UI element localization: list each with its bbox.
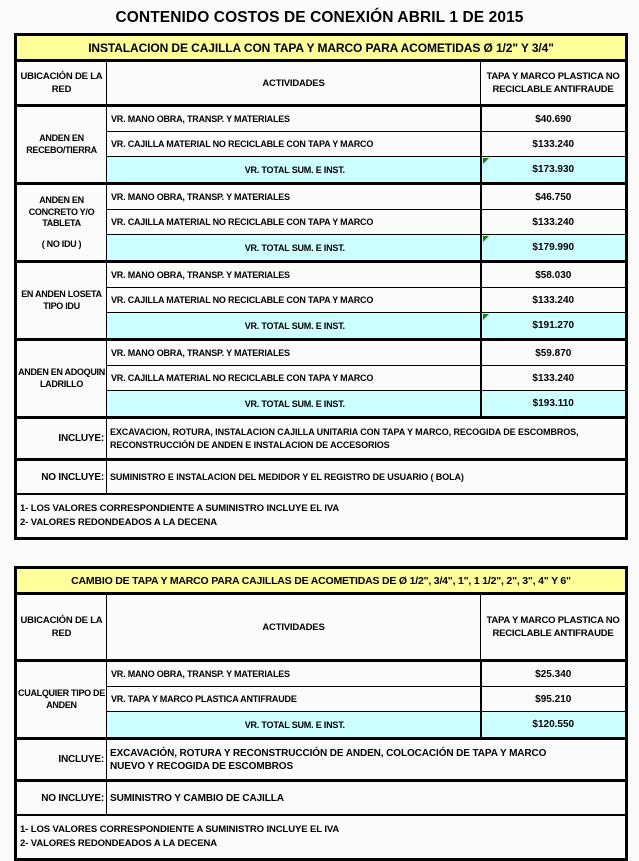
total-value: $179.990 [532,242,575,253]
table2-band-row [16,568,627,594]
incluye-content: EXCAVACIÓN, ROTURA Y RECONSTRUCCIÓN DE ANDEN, COLOCACIÓN DE TAPA Y MARCO NUEVO Y RECOGIDA DE ESCOMBROS [110,747,547,772]
activity-value: $133.240 [481,288,627,313]
installation-costs-table [14,33,628,540]
activity-label: VR. MANO OBRA, TRANSP. Y MATERIALES [107,184,481,210]
table-row [16,366,627,391]
column-header-valor: TAPA Y MARCO PLASTICA NO RECICLABLE ANTIFRAUDE [481,594,627,661]
total-row [16,712,627,739]
table2-band-title: CAMBIO DE TAPA Y MARCO PARA CAJILLAS DE ACOMETIDAS DE Ø 1/2", 3/4", 1", 1 1/2", 2", 3", 4" Y 6" [16,568,627,594]
page-title: CONTENIDO COSTOS DE CONEXIÓN ABRIL 1 DE 2015 [115,9,524,26]
activity-value: $46.750 [481,184,627,210]
no-incluye-label: NO INCLUYE: [16,460,107,495]
location-label: ANDEN EN CONCRETO Y/O TABLETA [28,195,95,228]
total-row [16,235,627,262]
footnotes-cell [16,815,627,860]
no-incluye-content-cell [107,460,627,495]
table1-band-row [16,35,627,61]
table-row [16,132,627,157]
activity-label: VR. MANO OBRA, TRANSP. Y MATERIALES [107,106,481,132]
total-value: $173.930 [532,164,575,175]
activity-label: VR. CAJILLA MATERIAL NO RECICLABLE CON TAPA Y MARCO [107,366,481,391]
incluye-content-cell [107,418,627,460]
no-incluye-content-cell [107,781,627,816]
footnote-1: 1- LOS VALORES CORRESPONDIENTE A SUMINISTRO INCLUYE EL IVA [20,823,340,835]
incluye-label: INCLUYE: [16,418,107,460]
location-cell-loseta-idu [16,262,107,340]
total-label: VR. TOTAL SUM. E INST. [107,157,481,184]
column-header-actividades: ACTIVIDADES [107,61,481,106]
activity-label: VR. MANO OBRA, TRANSP. Y MATERIALES [107,340,481,366]
location-label: ANDEN EN ADOQUIN LADRILLO [18,367,105,389]
activity-value: $25.340 [481,661,627,687]
total-value-cell [481,712,627,739]
table-row [16,184,627,210]
total-value-cell [481,313,627,340]
location-cell-concreto-tableta [16,184,107,262]
total-value: $191.270 [532,320,575,331]
no-incluye-row [16,781,627,816]
activity-label: VR. MANO OBRA, TRANSP. Y MATERIALES [107,262,481,288]
location-note: ( NO IDU ) [41,238,82,249]
total-value: $193.110 [532,398,574,409]
incluye-content-cell [107,739,627,781]
footnotes-row [16,494,627,539]
activity-value: $133.240 [481,366,627,391]
total-label: VR. TOTAL SUM. E INST. [107,391,481,418]
activity-value: $95.210 [481,687,627,712]
table-row [16,210,627,235]
location-label: EN ANDEN LOSETA TIPO IDU [21,289,102,311]
footnote-2: 2- VALORES REDONDEADOS A LA DECENA [20,516,217,528]
table-row [16,106,627,132]
activity-value: $133.240 [481,210,627,235]
comment-marker-icon [483,314,489,320]
activity-label: VR. CAJILLA MATERIAL NO RECICLABLE CON TAPA Y MARCO [107,132,481,157]
no-incluye-content: SUMINISTRO Y CAMBIO DE CAJILLA [110,792,284,804]
activity-label: VR. MANO OBRA, TRANSP. Y MATERIALES [107,661,481,687]
incluye-label: INCLUYE: [16,739,107,781]
activity-value: $40.690 [481,106,627,132]
activity-label: VR. TAPA Y MARCO PLASTICA ANTIFRAUDE [107,687,481,712]
activity-value: $59.870 [481,340,627,366]
activity-value: $58.030 [481,262,627,288]
column-header-valor: TAPA Y MARCO PLASTICA NO RECICLABLE ANTIFRAUDE [481,61,627,106]
no-incluye-label: NO INCLUYE: [16,781,107,816]
incluye-row [16,739,627,781]
tapa-marco-change-costs-table [14,566,628,861]
total-value-cell [481,157,627,184]
comment-marker-icon [483,158,489,164]
total-label: VR. TOTAL SUM. E INST. [107,235,481,262]
comment-marker-icon [483,236,489,242]
total-value-cell [481,235,627,262]
location-label: CUALQUIER TIPO DE ANDEN [18,688,105,710]
incluye-row [16,418,627,460]
activity-label: VR. CAJILLA MATERIAL NO RECICLABLE CON TAPA Y MARCO [107,210,481,235]
activity-value: $133.240 [481,132,627,157]
location-label: ANDEN EN RECEBO/TIERRA [26,133,97,155]
table-row [16,288,627,313]
column-header-ubicacion: UBICACIÓN DE LA RED [16,594,107,661]
table-row [16,687,627,712]
total-value: $120.550 [532,719,575,730]
total-label: VR. TOTAL SUM. E INST. [107,712,481,739]
footnote-1: 1- LOS VALORES CORRESPONDIENTE A SUMINISTRO INCLUYE EL IVA [20,502,340,514]
table1-column-header-row [16,61,627,106]
table-row [16,262,627,288]
location-cell-adoquin-ladrillo [16,340,107,418]
footnotes-cell [16,494,627,539]
table1-band-title: INSTALACION DE CAJILLA CON TAPA Y MARCO PARA ACOMETIDAS Ø 1/2" Y 3/4" [16,35,627,61]
activity-label: VR. CAJILLA MATERIAL NO RECICLABLE CON TAPA Y MARCO [107,288,481,313]
footnotes-row [16,815,627,860]
no-incluye-content: SUMINISTRO E INSTALACION DEL MEDIDOR Y EL REGISTRO DE USUARIO ( BOLA) [110,471,464,482]
incluye-content: EXCAVACION, ROTURA, INSTALACION CAJILLA UNITARIA CON TAPA Y MARCO, RECOGIDA DE ESCOMBROS, RECONSTRUCCIÓN DE ANDEN E INSTALACION DE ACCESORIOS [110,426,579,450]
column-header-ubicacion: UBICACIÓN DE LA RED [16,61,107,106]
total-value-cell [481,391,627,418]
table-row [16,661,627,687]
table2-column-header-row [16,594,627,661]
total-label: VR. TOTAL SUM. E INST. [107,313,481,340]
total-row [16,157,627,184]
footnote-2: 2- VALORES REDONDEADOS A LA DECENA [20,837,217,849]
location-cell-cualquier-anden [16,661,107,739]
location-cell-recebo-tierra [16,106,107,184]
total-row [16,391,627,418]
table-row [16,340,627,366]
column-header-actividades: ACTIVIDADES [107,594,481,661]
no-incluye-row [16,460,627,495]
total-row [16,313,627,340]
